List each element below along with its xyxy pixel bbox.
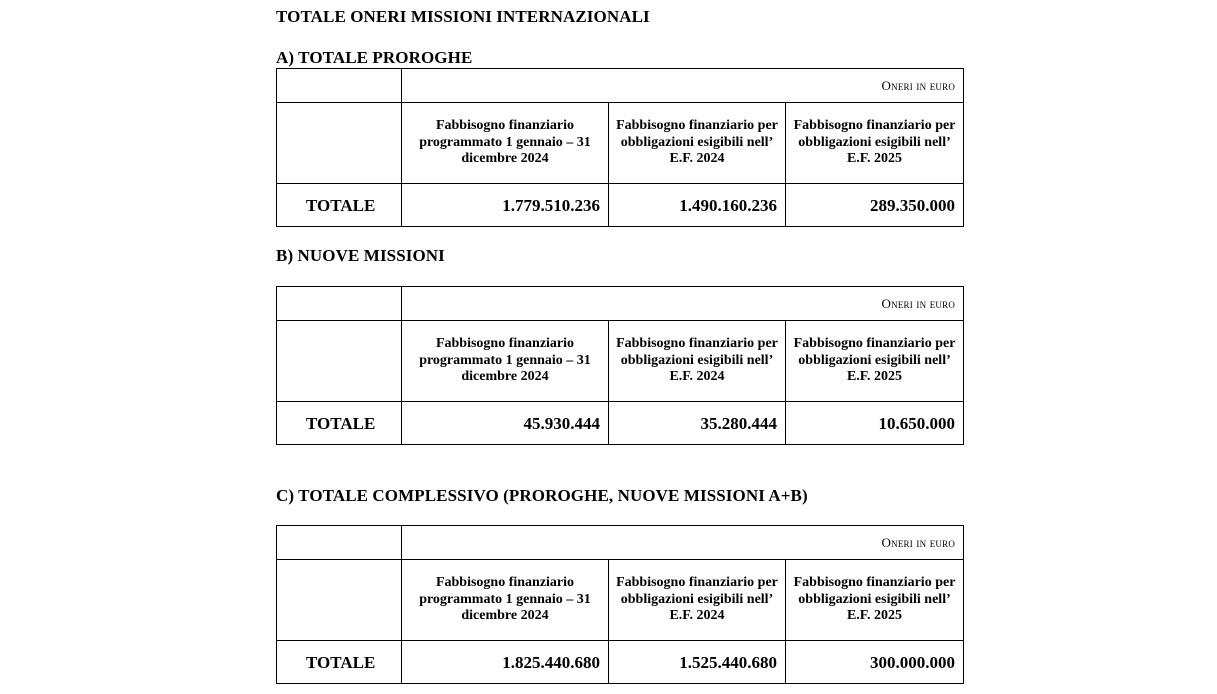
column-header-programmato: Fabbisogno finanziario programmato 1 gennaio – 31 dicembre 2024 bbox=[402, 103, 609, 184]
column-header-programmato: Fabbisogno finanziario programmato 1 gennaio – 31 dicembre 2024 bbox=[402, 321, 609, 402]
column-header-ef-2025: Fabbisogno finanziario per obbligazioni esigibili nell’ E.F. 2025 bbox=[786, 321, 964, 402]
empty-cell bbox=[277, 526, 402, 560]
value-programmato: 1.825.440.680 bbox=[402, 641, 609, 684]
row-label-totale: TOTALE bbox=[277, 184, 402, 227]
row-label-totale: TOTALE bbox=[277, 402, 402, 445]
column-header-programmato: Fabbisogno finanziario programmato 1 gennaio – 31 dicembre 2024 bbox=[402, 560, 609, 641]
units-label: Oneri in euro bbox=[402, 526, 964, 560]
section-c-heading: C) TOTALE COMPLESSIVO (PROROGHE, NUOVE MISSIONI A+B) bbox=[276, 486, 808, 505]
value-ef-2024: 1.525.440.680 bbox=[609, 641, 786, 684]
column-header-ef-2025: Fabbisogno finanziario per obbligazioni esigibili nell’ E.F. 2025 bbox=[786, 103, 964, 184]
section-a-table bbox=[276, 68, 964, 227]
section-c-table bbox=[276, 525, 964, 684]
empty-cell bbox=[277, 103, 402, 184]
empty-cell bbox=[277, 287, 402, 321]
empty-cell bbox=[277, 321, 402, 402]
column-header-ef-2025: Fabbisogno finanziario per obbligazioni esigibili nell’ E.F. 2025 bbox=[786, 560, 964, 641]
column-header-ef-2024: Fabbisogno finanziario per obbligazioni esigibili nell’ E.F. 2024 bbox=[609, 321, 786, 402]
column-header-ef-2024: Fabbisogno finanziario per obbligazioni esigibili nell’ E.F. 2024 bbox=[609, 560, 786, 641]
value-programmato: 1.779.510.236 bbox=[402, 184, 609, 227]
empty-cell bbox=[277, 69, 402, 103]
section-b-heading: B) NUOVE MISSIONI bbox=[276, 246, 445, 265]
units-label: Oneri in euro bbox=[402, 287, 964, 321]
column-header-ef-2024: Fabbisogno finanziario per obbligazioni esigibili nell’ E.F. 2024 bbox=[609, 103, 786, 184]
value-ef-2025: 300.000.000 bbox=[786, 641, 964, 684]
value-ef-2025: 10.650.000 bbox=[786, 402, 964, 445]
value-ef-2024: 35.280.444 bbox=[609, 402, 786, 445]
value-ef-2025: 289.350.000 bbox=[786, 184, 964, 227]
document-title: TOTALE ONERI MISSIONI INTERNAZIONALI bbox=[276, 7, 650, 26]
section-b-table bbox=[276, 286, 964, 445]
value-programmato: 45.930.444 bbox=[402, 402, 609, 445]
units-label: Oneri in euro bbox=[402, 69, 964, 103]
section-a-heading: A) TOTALE PROROGHE bbox=[276, 48, 473, 67]
row-label-totale: TOTALE bbox=[277, 641, 402, 684]
empty-cell bbox=[277, 560, 402, 641]
value-ef-2024: 1.490.160.236 bbox=[609, 184, 786, 227]
